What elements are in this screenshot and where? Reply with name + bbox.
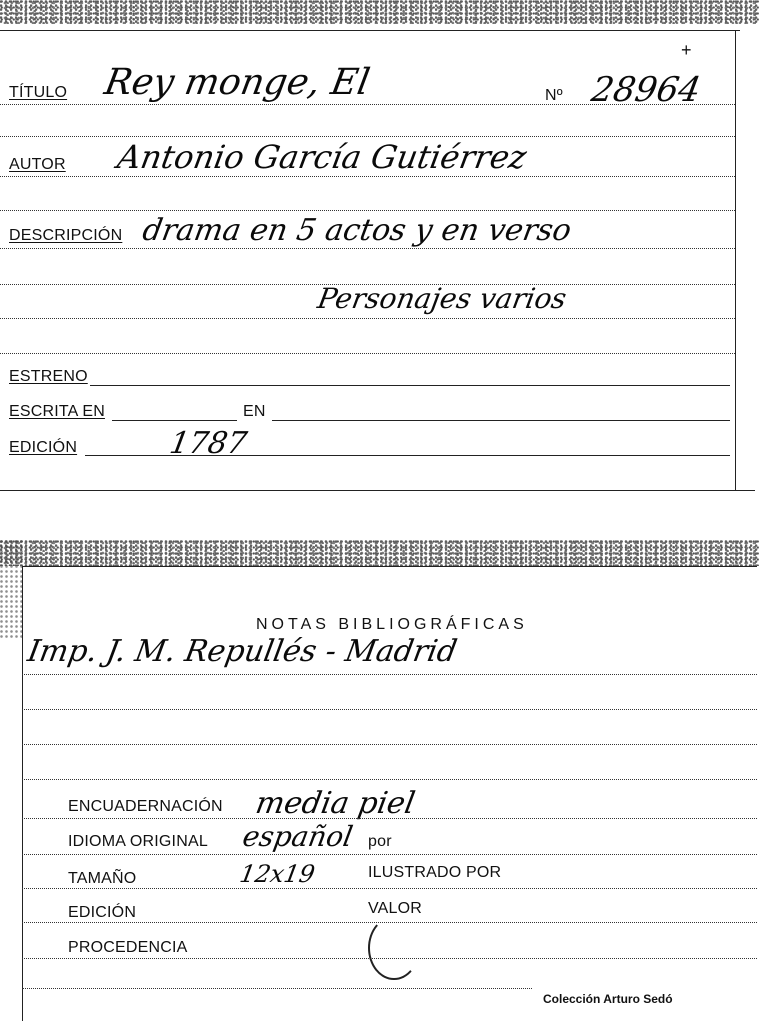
- en-label: EN: [243, 403, 266, 420]
- rule: [0, 248, 735, 249]
- encuadernacion-value: media piel: [252, 786, 418, 821]
- edicion-line: [85, 455, 730, 456]
- ilustrado-label: ILUSTRADO POR: [368, 864, 502, 881]
- escrita-en-label: ESCRITA EN: [9, 403, 105, 420]
- edicion-label: EDICIÓN: [68, 904, 137, 921]
- numero-value: 28964: [588, 70, 704, 110]
- rule: [22, 709, 757, 710]
- collection-footer: Colección Arturo Sedó: [543, 992, 673, 1006]
- tamano-label: TAMAÑO: [68, 870, 137, 887]
- rule: [22, 854, 757, 855]
- procedencia-label: PROCEDENCIA: [68, 939, 188, 956]
- titulo-label: TÍTULO: [9, 84, 68, 101]
- encuadernacion-label: ENCUADERNACIÓN: [68, 798, 223, 815]
- rule: [22, 818, 757, 819]
- idioma-value: español: [240, 820, 356, 853]
- rule: [0, 176, 735, 177]
- card-top-border: [0, 30, 740, 31]
- notas-heading: NOTAS BIBLIOGRÁFICAS: [256, 616, 528, 633]
- rule: [0, 136, 735, 137]
- rule: [0, 104, 735, 105]
- autor-label: AUTOR: [9, 156, 66, 173]
- rule: [22, 888, 757, 889]
- titulo-value: Rey monge, El: [101, 62, 373, 103]
- idioma-label: IDIOMA ORIGINAL: [68, 833, 208, 850]
- scan-edge-noise: [0, 540, 759, 566]
- escrita-line: [112, 420, 237, 421]
- estreno-line: [90, 385, 730, 386]
- autor-value: Antonio García Gutiérrez: [114, 138, 530, 176]
- edicion-value: 1787: [166, 426, 250, 461]
- card-left-border: [22, 566, 23, 1021]
- edicion-label: EDICIÓN: [9, 439, 78, 456]
- descripcion-label: DESCRIPCIÓN: [9, 227, 123, 244]
- numero-label: Nº: [545, 87, 563, 104]
- card-right-border: [735, 30, 736, 490]
- en-line: [272, 420, 730, 421]
- tamano-value: 12x19: [237, 860, 318, 888]
- rule: [0, 353, 735, 354]
- catalog-card-top: [0, 0, 759, 495]
- scan-edge-noise: [0, 0, 759, 24]
- rule: [0, 210, 735, 211]
- descripcion-value: drama en 5 actos y en verso: [139, 213, 574, 248]
- card-bottom-top-border: [22, 566, 757, 567]
- rule: [22, 744, 757, 745]
- rule: [22, 674, 757, 675]
- estreno-label: ESTRENO: [9, 368, 88, 385]
- por-label: por: [368, 833, 392, 850]
- plus-mark: +: [681, 40, 692, 60]
- catalog-card-bottom: [0, 566, 759, 1028]
- nota-value: Imp. J. M. Repullés - Madrid: [24, 634, 460, 669]
- card-top-bottom-border: [0, 490, 755, 491]
- personajes-value: Personajes varios: [315, 282, 570, 315]
- rule: [22, 988, 532, 989]
- rule: [0, 318, 735, 319]
- stamp-mark: [368, 916, 420, 980]
- valor-label: VALOR: [368, 900, 423, 917]
- rule: [22, 779, 757, 780]
